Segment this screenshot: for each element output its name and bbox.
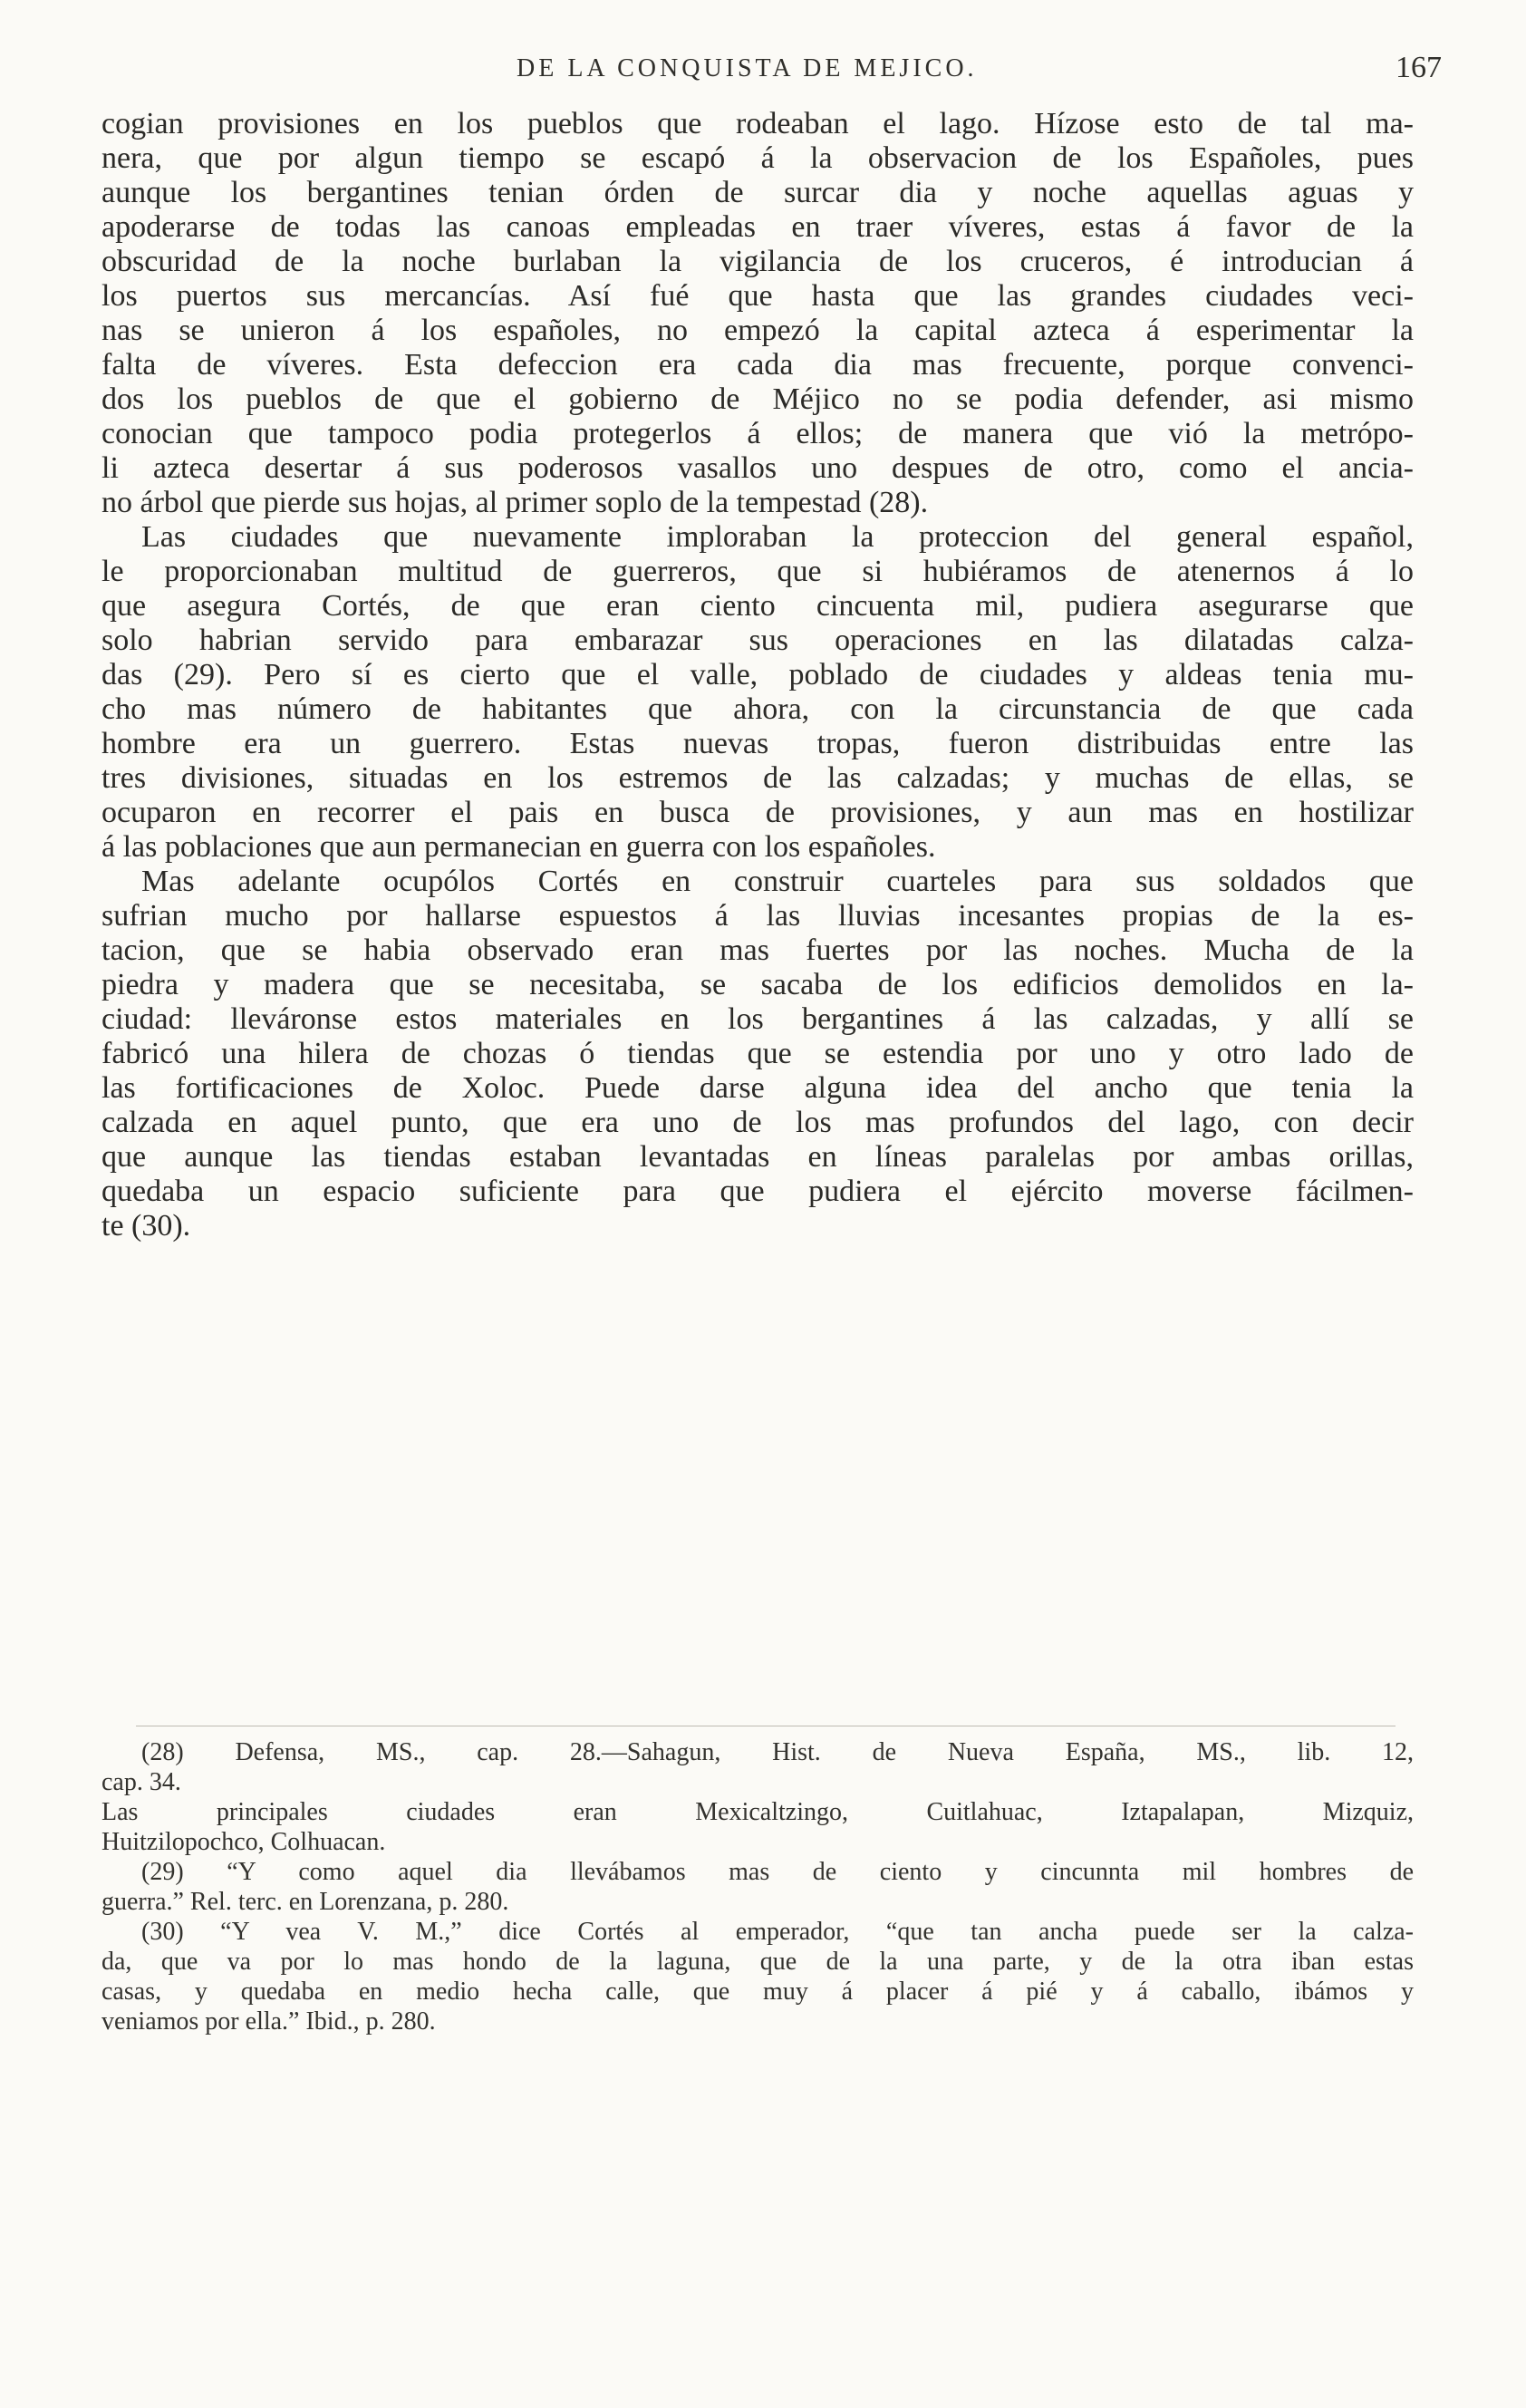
text-line: nas se unieron á los españoles, no empezó la capital azteca á esperimentar la: [101, 314, 1414, 347]
text-line: solo habrian servido para embarazar sus operaciones en las dilatadas calza-: [101, 624, 1414, 657]
footnote-line: Las principales ciudades eran Mexicaltzingo, Cuitlahuac, Iztapalapan, Mizquiz,: [101, 1798, 1414, 1826]
text-line: calzada en aquel punto, que era uno de los mas profundos del lago, con decir: [101, 1106, 1414, 1139]
text-line: nera, que por algun tiempo se escapó á la observacion de los Españoles, pues: [101, 141, 1414, 175]
text-line: das (29). Pero sí es cierto que el valle, poblado de ciudades y aldeas tenia mu-: [101, 658, 1414, 691]
text-line: cho mas número de habitantes que ahora, con la circunstancia de que cada: [101, 692, 1414, 726]
text-line: sufrian mucho por hallarse espuestos á las lluvias incesantes propias de la es-: [101, 899, 1414, 933]
text-line: que asegura Cortés, de que eran ciento cincuenta mil, pudiera asegurarse que: [101, 589, 1414, 623]
text-line: quedaba un espacio suficiente para que pudiera el ejército moverse fácilmen-: [101, 1175, 1414, 1208]
text-line: hombre era un guerrero. Estas nuevas tropas, fueron distribuidas entre las: [101, 727, 1414, 760]
text-line: no árbol que pierde sus hojas, al primer soplo de la tempestad (28).: [101, 486, 929, 519]
text-line: falta de víveres. Esta defeccion era cada dia mas frecuente, porque convenci-: [101, 348, 1414, 382]
text-line: cogian provisiones en los pueblos que rodeaban el lago. Hízose esto de tal ma-: [101, 107, 1414, 140]
text-line: le proporcionaban multitud de guerreros, que si hubiéramos de atenernos á lo: [101, 555, 1414, 588]
text-line: piedra y madera que se necesitaba, se sacaba de los edificios demolidos en la-: [101, 968, 1414, 1001]
footnote-line: guerra.” Rel. terc. en Lorenzana, p. 280.: [101, 1888, 509, 1916]
text-line: te (30).: [101, 1209, 191, 1243]
footnote-line: veniamos por ella.” Ibid., p. 280.: [101, 2007, 436, 2036]
text-line: apoderarse de todas las canoas empleadas en traer víveres, estas á favor de la: [101, 210, 1414, 244]
text-line: obscuridad de la noche burlaban la vigilancia de los cruceros, é introducian á: [101, 245, 1414, 278]
text-line: Mas adelante ocupólos Cortés en construir cuarteles para sus soldados que: [141, 865, 1414, 898]
footnote-line: (28) Defensa, MS., cap. 28.—Sahagun, Hist. de Nueva España, MS., lib. 12,: [141, 1738, 1414, 1766]
text-line: que aunque las tiendas estaban levantadas en líneas paralelas por ambas orillas,: [101, 1140, 1414, 1174]
footnote-line: (29) “Y como aquel dia llevábamos mas de ciento y cincunnta mil hombres de: [141, 1858, 1414, 1886]
text-line: ocuparon en recorrer el pais en busca de provisiones, y aun mas en hostilizar: [101, 796, 1414, 829]
footnotes: [101, 1738, 1414, 2037]
text-line: fabricó una hilera de chozas ó tiendas que se estendia por uno y otro lado de: [101, 1037, 1414, 1070]
running-title: DE LA CONQUISTA DE MEJICO.: [517, 54, 978, 82]
text-line: conocian que tampoco podia protegerlos á ellos; de manera que vió la metrópo-: [101, 417, 1414, 450]
running-header: [0, 51, 1526, 91]
text-line: Las ciudades que nuevamente imploraban la proteccion del general español,: [141, 520, 1414, 554]
footnote-line: casas, y quedaba en medio hecha calle, que muy á placer á pié y á caballo, ibámos y: [101, 1978, 1414, 2006]
text-line: los puertos sus mercancías. Así fué que hasta que las grandes ciudades veci-: [101, 279, 1414, 313]
page-number: 167: [1396, 51, 1442, 84]
text-line: dos los pueblos de que el gobierno de Méjico no se podia defender, asi mismo: [101, 382, 1414, 416]
text-line: tacion, que se habia observado eran mas fuertes por las noches. Mucha de la: [101, 933, 1414, 967]
footnote-line: da, que va por lo mas hondo de la laguna, que de la una parte, y de la otra iban estas: [101, 1948, 1414, 1976]
text-line: á las poblaciones que aun permanecian en guerra con los españoles.: [101, 830, 936, 864]
text-line: li azteca desertar á sus poderosos vasallos uno despues de otro, como el ancia-: [101, 451, 1414, 485]
main-text: [101, 107, 1414, 1243]
text-line: tres divisiones, situadas en los estremos de las calzadas; y muchas de ellas, se: [101, 761, 1414, 795]
text-line: las fortificaciones de Xoloc. Puede darse alguna idea del ancho que tenia la: [101, 1071, 1414, 1105]
footnote-line: Huitzilopochco, Colhuacan.: [101, 1828, 386, 1856]
text-line: aunque los bergantines tenian órden de surcar dia y noche aquellas aguas y: [101, 176, 1414, 209]
footnote-line: cap. 34.: [101, 1768, 181, 1796]
text-line: ciudad: lleváronse estos materiales en los bergantines á las calzadas, y allí se: [101, 1002, 1414, 1036]
footnote-line: (30) “Y vea V. M.,” dice Cortés al emperador, “que tan ancha puede ser la calza-: [141, 1918, 1414, 1946]
